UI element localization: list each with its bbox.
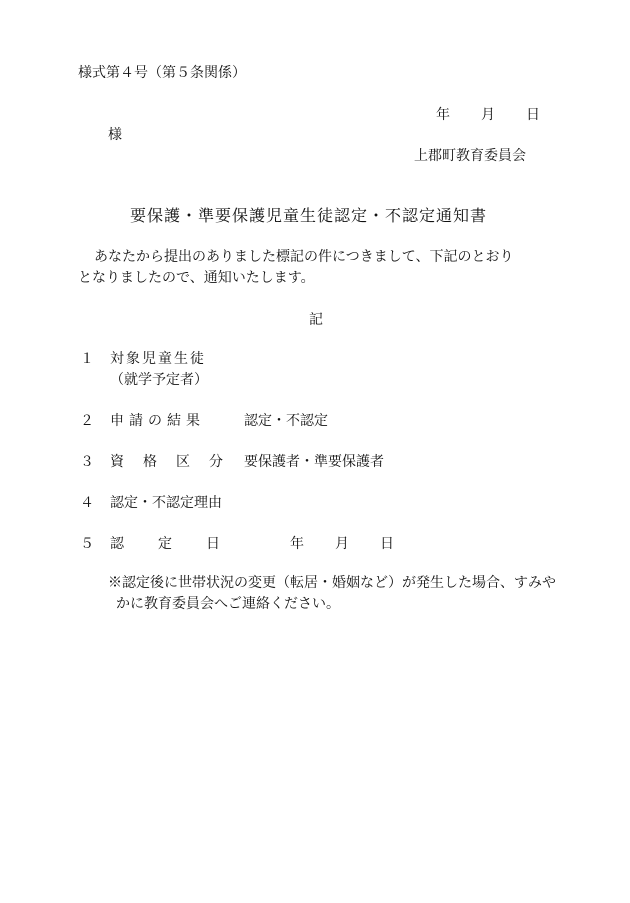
item-5-label: 認定日	[110, 536, 254, 552]
item-3-number: ３	[80, 454, 94, 470]
item-2-number: ２	[80, 413, 94, 429]
issuer-name: 上郡町教育委員会	[414, 148, 526, 164]
item-2-value: 認定・不認定	[244, 413, 328, 429]
item-5-number: ５	[80, 536, 94, 552]
item-3-label: 資格区分	[110, 454, 242, 470]
date-month-label: 月	[481, 107, 495, 123]
date-day-label: 日	[526, 107, 540, 123]
intro-line-1: あなたから提出のありました標記の件につきまして、下記のとおり	[94, 249, 514, 265]
item-4-number: ４	[80, 495, 94, 511]
item-5-day-label: 日	[380, 536, 394, 552]
item-1-sublabel: （就学予定者）	[110, 372, 208, 388]
note-line-1: ※認定後に世帯状況の変更（転居・婚姻など）が発生した場合、すみや	[108, 575, 556, 591]
item-5-month-label: 月	[335, 536, 349, 552]
item-2-label: 申請の結果	[110, 413, 205, 429]
note-line-2: かに教育委員会へご連絡ください。	[116, 596, 340, 612]
document-title: 要保護・準要保護児童生徒認定・不認定通知書	[130, 206, 488, 225]
ki-heading: 記	[309, 312, 323, 328]
item-1-label: 対象児童生徒	[110, 351, 206, 367]
item-4-label: 認定・不認定理由	[110, 495, 222, 511]
item-3-value: 要保護者・準要保護者	[244, 454, 384, 470]
date-year-label: 年	[436, 107, 450, 123]
item-5-year-label: 年	[290, 536, 304, 552]
recipient-suffix: 様	[108, 127, 122, 143]
form-number: 様式第４号（第５条関係）	[78, 65, 246, 81]
item-1-number: １	[80, 351, 94, 367]
intro-line-2: となりましたので、通知いたします。	[78, 270, 315, 286]
